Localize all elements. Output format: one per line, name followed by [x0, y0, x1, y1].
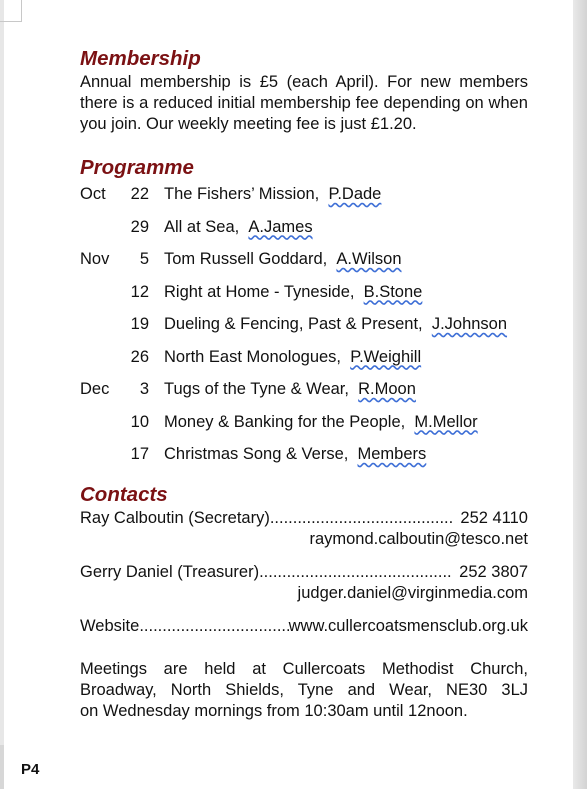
secretary-line — [80, 508, 528, 529]
programme-row — [80, 250, 528, 283]
programme-heading: Programme — [80, 156, 194, 179]
page-corner-mark — [0, 0, 22, 22]
programme-title-text: Tom Russell Goddard, — [164, 250, 328, 268]
programme-title-text: The Fishers’ Mission, — [164, 185, 320, 203]
secretary-label: Ray Calboutin (Secretary) — [80, 508, 270, 527]
programme-title — [164, 185, 381, 204]
programme-row — [80, 348, 528, 381]
programme-title-text: Christmas Song & Verse, — [164, 445, 349, 463]
programme-day: 17 — [130, 445, 149, 463]
programme-day: 29 — [130, 217, 149, 236]
programme-title — [164, 283, 422, 302]
treasurer-email[interactable]: judger.daniel@virginmedia.com — [297, 583, 528, 602]
programme-day: 3 — [139, 380, 149, 398]
programme-title — [164, 413, 478, 432]
programme-title-text: Tugs of the Tyne & Wear, — [164, 380, 349, 398]
programme-speaker: P.Weighill — [350, 347, 422, 366]
programme-speaker: M.Mellor — [414, 412, 478, 431]
dot-leader — [259, 562, 453, 583]
secretary-phone: 252 4110 — [460, 508, 528, 527]
programme-title — [164, 218, 313, 237]
meetings-line-2: Broadway, North Shields, Tyne and Wear, NE30 3LJ — [80, 680, 528, 699]
treasurer-label: Gerry Daniel (Treasurer) — [80, 562, 260, 581]
programme-list — [80, 185, 528, 478]
contacts-section — [80, 482, 528, 637]
website-line — [80, 616, 528, 637]
programme-title-text: All at Sea, — [164, 217, 240, 236]
programme-title — [164, 315, 507, 334]
page-left-edge — [0, 0, 4, 789]
programme-section — [80, 155, 528, 478]
programme-month: Oct — [80, 185, 106, 203]
programme-day: 10 — [130, 412, 149, 431]
programme-speaker: J.Johnson — [431, 315, 508, 333]
website-url[interactable]: www.cullercoatsmensclub.org.uk — [288, 616, 528, 635]
programme-title — [164, 348, 421, 367]
meetings-line-1: Meetings are held at Cullercoats Methodist Church, — [80, 659, 528, 678]
programme-title-text: Right at Home - Tyneside, — [164, 282, 355, 301]
programme-row — [80, 185, 528, 218]
contacts-heading: Contacts — [80, 482, 168, 506]
membership-section — [80, 46, 528, 135]
programme-day: 12 — [130, 282, 149, 301]
programme-speaker: P.Dade — [328, 185, 382, 203]
programme-month: Dec — [80, 380, 110, 398]
programme-title-text: North East Monologues, — [164, 347, 342, 366]
meetings-section — [80, 659, 528, 722]
programme-day: 5 — [139, 250, 149, 268]
secretary-email[interactable]: raymond.calboutin@tesco.net — [309, 529, 528, 548]
membership-text: Annual membership is £5 (each April). For new members there is a reduced initial membership fee depending on when you join. Our weekly meeting fee is just £1.20. — [80, 73, 528, 133]
programme-speaker: A.James — [248, 217, 313, 236]
meetings-line-3: on Wednesday mornings from 10:30am until 12noon. — [80, 701, 468, 720]
programme-title — [164, 445, 426, 464]
programme-month: Nov — [80, 250, 110, 268]
programme-title — [164, 250, 402, 269]
programme-row — [80, 315, 528, 348]
programme-row — [80, 218, 528, 251]
programme-speaker: R.Moon — [358, 380, 416, 398]
programme-row — [80, 283, 528, 316]
dot-leader — [270, 508, 455, 529]
page-left-edge-bottom — [0, 745, 4, 789]
programme-title — [164, 380, 416, 399]
programme-row — [80, 413, 528, 446]
page-number: P4 — [21, 761, 40, 778]
treasurer-phone: 252 3807 — [459, 562, 528, 581]
programme-title-text: Money & Banking for the People, — [164, 412, 406, 431]
programme-speaker: A.Wilson — [336, 250, 402, 268]
programme-row — [80, 445, 528, 478]
programme-row — [80, 380, 528, 413]
programme-day: 26 — [130, 347, 149, 366]
programme-day: 19 — [130, 315, 149, 333]
membership-heading: Membership — [80, 47, 201, 70]
programme-title-text: Dueling & Fencing, Past & Present, — [164, 315, 423, 333]
programme-speaker: B.Stone — [363, 282, 423, 301]
website-label: Website — [80, 616, 140, 635]
dot-leader — [139, 616, 288, 637]
treasurer-line — [80, 562, 528, 583]
page-content — [80, 46, 528, 722]
programme-speaker: Members — [357, 445, 427, 463]
page-right-edge — [573, 0, 587, 789]
programme-day: 22 — [130, 185, 149, 203]
